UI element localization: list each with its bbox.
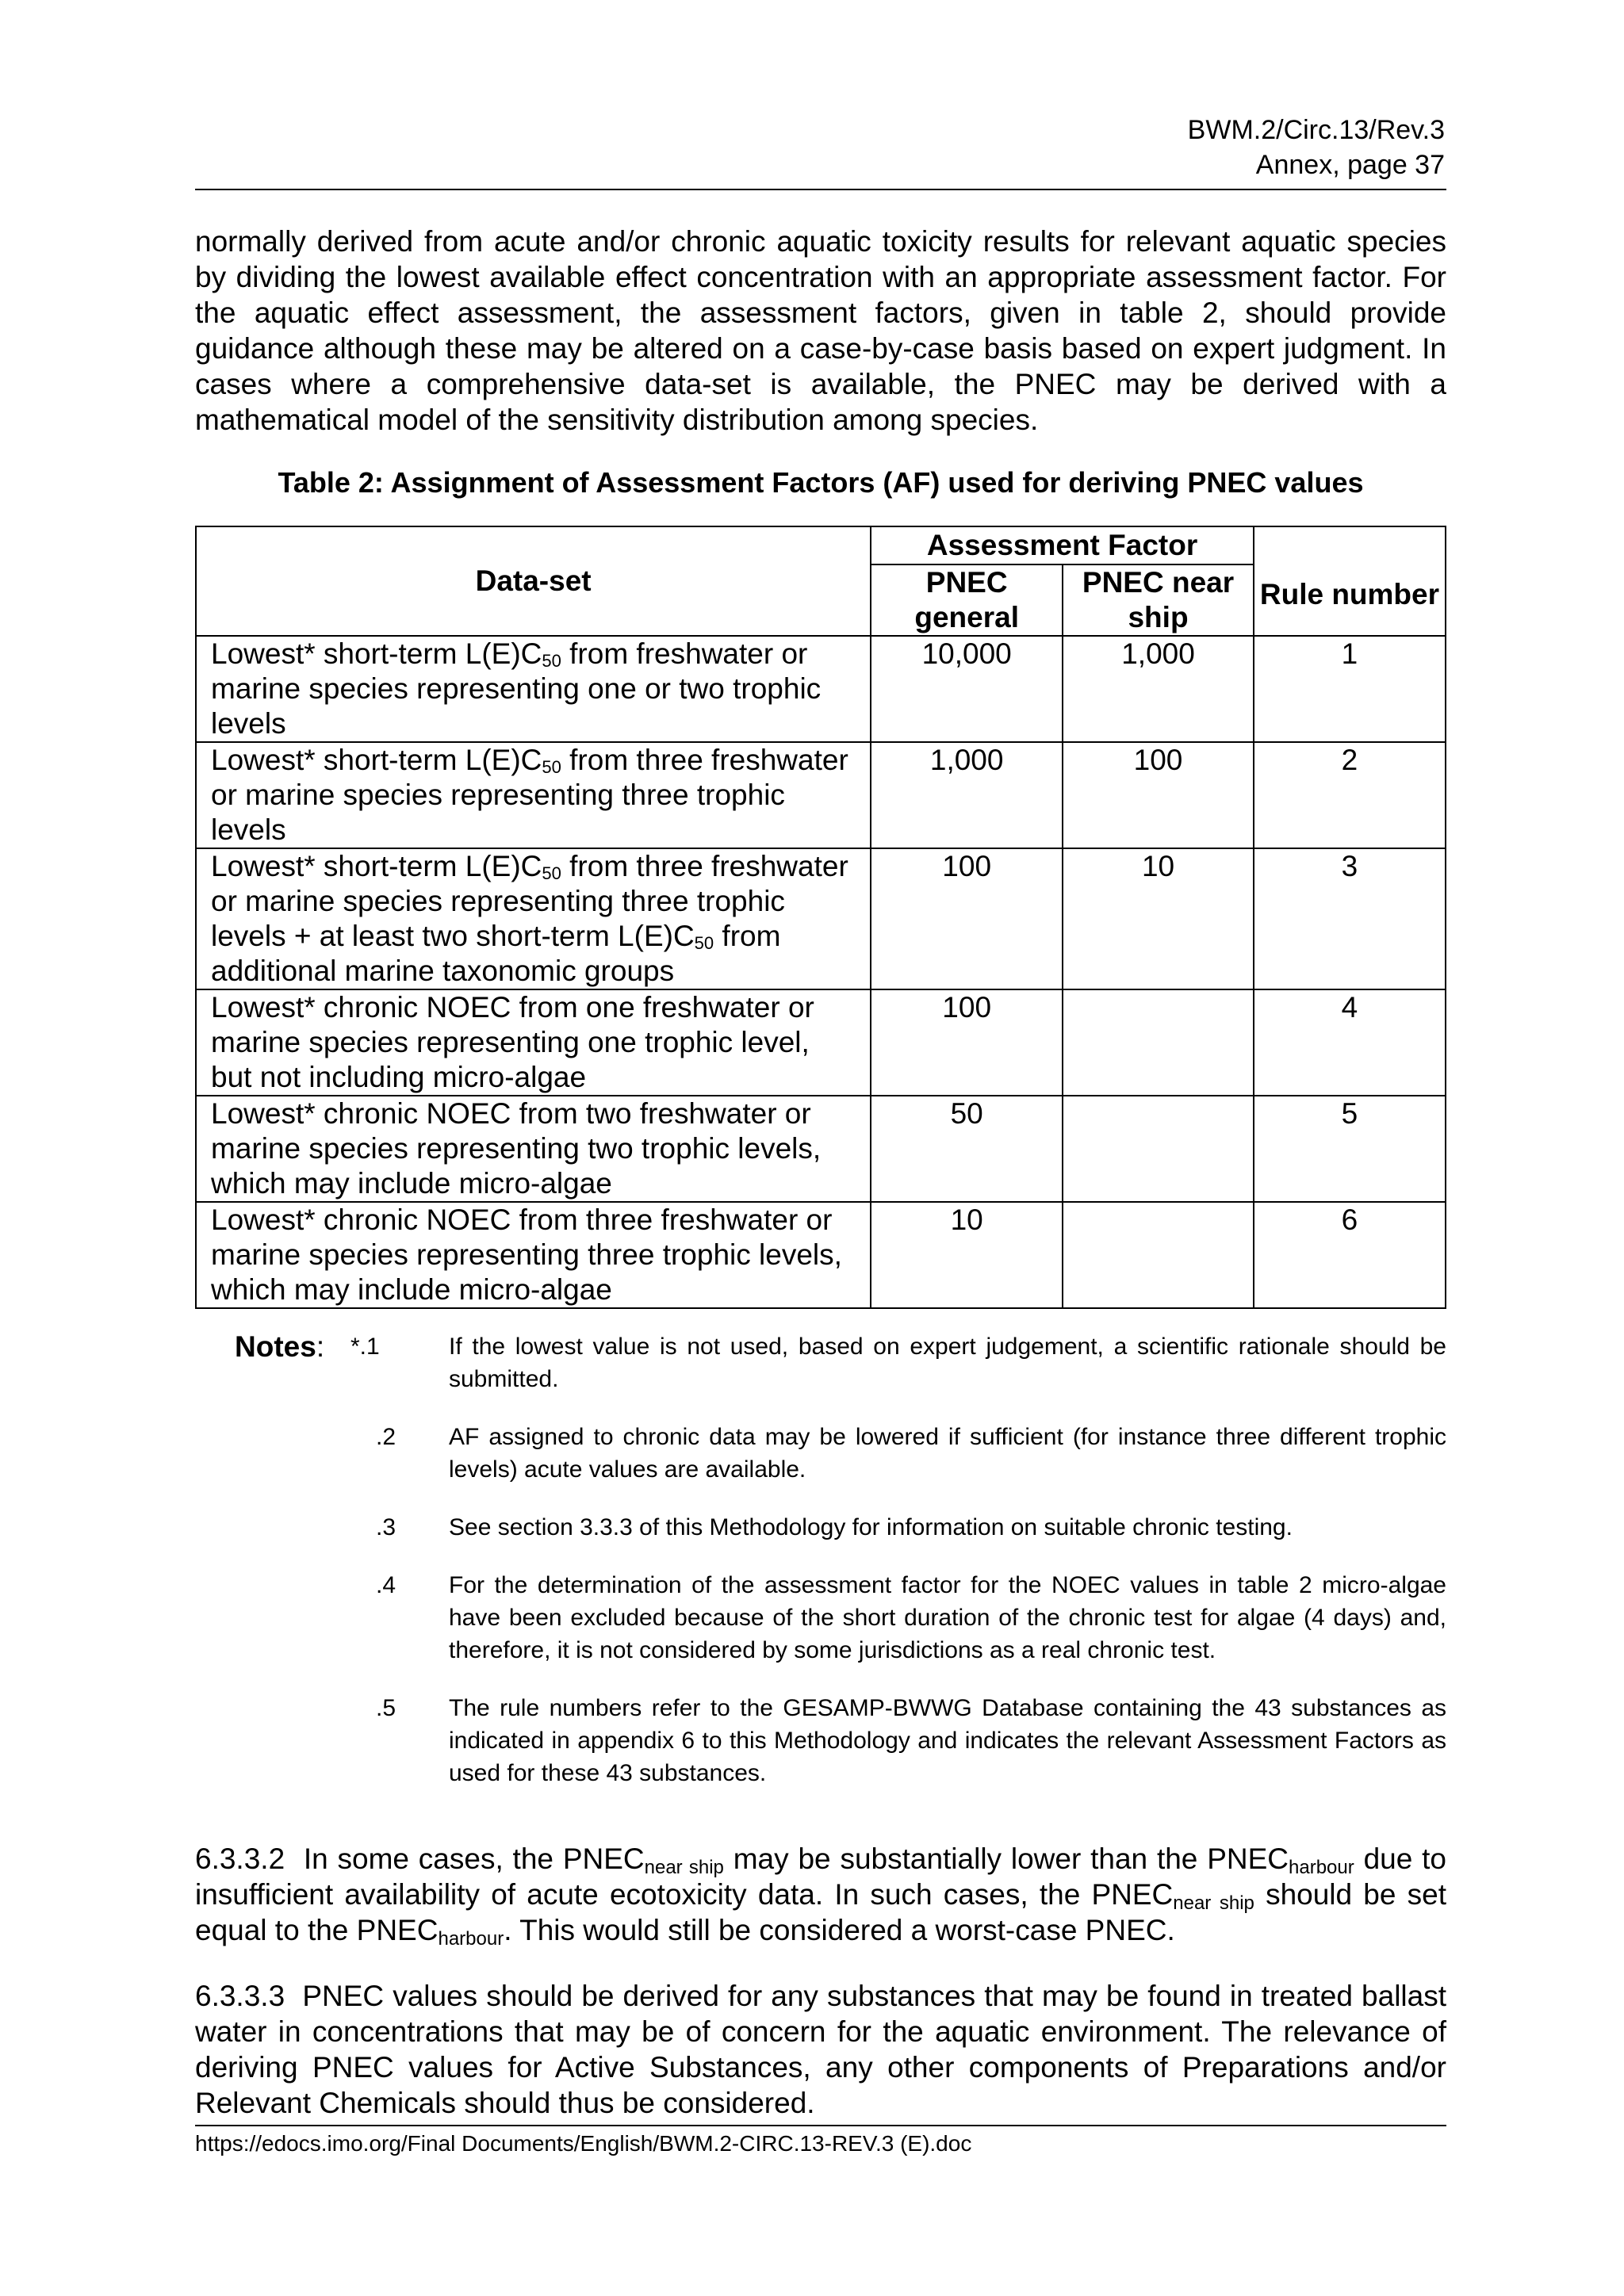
rule-number-cell: 5 — [1254, 1096, 1446, 1202]
header-dataset: Data-set — [196, 526, 871, 636]
table-row — [196, 1096, 1446, 1202]
table-row — [196, 742, 1446, 848]
footer-url: https://edocs.imo.org/Final Documents/English/BWM.2-CIRC.13-REV.3 (E).doc — [195, 2131, 972, 2156]
rule-number-cell: 1 — [1254, 636, 1446, 742]
pnec-near-ship-cell — [1063, 1096, 1254, 1202]
pnec-general-cell: 50 — [871, 1096, 1063, 1202]
note-text: For the determination of the assessment factor for the NOEC values in table 2 micro-algae have been excluded because of the short duration of the chronic test for algae (4 days) and, therefore, it is not considered by some jurisdictions as a real chronic test. — [449, 1572, 1446, 1663]
doc-reference: BWM.2/Circ.13/Rev.3 — [1187, 115, 1445, 145]
paragraph-6-3-3-2: 6.3.3.2 In some cases, the $PNEC_{near ship}$ may be substantially lower than the $PNEC_{harbour}$ due to insufficient availability of acute ecotoxicity data. In such cases, the $PNEC_{near ship}$ should be set equal to the $PNEC_{harbour}$. This would still be considered a worst-case PNEC. — [195, 1843, 1446, 1950]
note-text: If the lowest value is not used, based on expert judgement, a scientific rationale should be submitted. — [449, 1334, 1446, 1392]
note-number: *.1 — [350, 1334, 380, 1360]
note-item — [195, 1511, 1446, 1544]
note-text: The rule numbers refer to the GESAMP-BWWG Database containing the 43 substances as indicated in appendix 6 to this Methodology and indicates the relevant Assessment Factors as used for these 43 substances. — [449, 1695, 1446, 1786]
footer-divider — [195, 2125, 1446, 2126]
dataset-cell: Lowest* short-term $L(E)C_{50}$ from three freshwater or marine species representing three trophic levels + at least two short-term $L(E)C_{50}$ from additional marine taxonomic groups — [196, 848, 871, 989]
pnec-near-ship-cell: 10 — [1063, 848, 1254, 989]
dataset-cell: Lowest* chronic NOEC from one freshwater or marine species representing one trophic level, but not including micro-algae — [196, 989, 871, 1096]
notes-section — [195, 1330, 1446, 1815]
pnec-general-cell: 100 — [871, 989, 1063, 1096]
note-item — [195, 1421, 1446, 1486]
paragraph-number: 6.3.3.2 — [195, 1843, 285, 1875]
pnec-near-ship-cell: 1,000 — [1063, 636, 1254, 742]
page-number: Annex, page 37 — [1255, 150, 1445, 180]
pnec-near-ship-cell — [1063, 1202, 1254, 1308]
table-row — [196, 848, 1446, 989]
paragraph-6-3-3-3: 6.3.3.3 PNEC values should be derived for any substances that may be found in treated ballast water in concentrations that may be of concern for the aquatic environment. The relevance of deriving PNEC values for Active Substances, any other components of Preparations and/or Relevant Chemicals should thus be considered. — [195, 1980, 1446, 2119]
header-divider — [195, 189, 1446, 190]
rule-number-cell: 2 — [1254, 742, 1446, 848]
pnec-general-cell: 10,000 — [871, 636, 1063, 742]
dataset-cell: Lowest* short-term $L(E)C_{50}$ from three freshwater or marine species representing three trophic levels — [196, 742, 871, 848]
note-text: AF assigned to chronic data may be lowered if sufficient (for instance three different trophic levels) acute values are available. — [449, 1424, 1446, 1483]
note-item — [195, 1330, 1446, 1395]
paragraph-number: 6.3.3.3 — [195, 1980, 285, 2012]
note-number: .3 — [376, 1514, 396, 1540]
note-item — [195, 1569, 1446, 1667]
dataset-cell: Lowest* chronic NOEC from three freshwater or marine species representing three trophic levels, which may include micro-algae — [196, 1202, 871, 1308]
note-item — [195, 1692, 1446, 1789]
header-rule-number: Rule number — [1254, 526, 1446, 636]
pnec-general-cell: 100 — [871, 848, 1063, 989]
table-row — [196, 1202, 1446, 1308]
assessment-factor-table — [195, 526, 1446, 1309]
pnec-general-cell: 10 — [871, 1202, 1063, 1308]
rule-number-cell: 6 — [1254, 1202, 1446, 1308]
note-number: .5 — [376, 1695, 396, 1721]
notes-label: Notes: — [235, 1330, 325, 1363]
page-header — [1188, 113, 1445, 182]
header-assessment-factor: Assessment Factor — [871, 526, 1254, 564]
rule-number-cell: 4 — [1254, 989, 1446, 1096]
rule-number-cell: 3 — [1254, 848, 1446, 989]
header-pnec-near-ship: PNEC near ship — [1063, 564, 1254, 636]
intro-paragraph: normally derived from acute and/or chronic aquatic toxicity results for relevant aquatic species by dividing the lowest available effect concentration with an appropriate assessment factor. For the aquatic effect assessment, the assessment factors, given in table 2, should provide guidance although these may be altered on a case-by-case basis based on expert judgment. In cases where a comprehensive data-set is available, the PNEC may be derived with a mathematical model of the sensitivity distribution among species. — [195, 225, 1446, 436]
dataset-cell: Lowest* chronic NOEC from two freshwater or marine species representing two trophic levels, which may include micro-algae — [196, 1096, 871, 1202]
dataset-cell: Lowest* short-term $L(E)C_{50}$ from freshwater or marine species representing one or two trophic levels — [196, 636, 871, 742]
note-text: See section 3.3.3 of this Methodology for information on suitable chronic testing. — [449, 1514, 1293, 1540]
pnec-near-ship-cell — [1063, 989, 1254, 1096]
note-number: .2 — [376, 1424, 396, 1450]
table-row — [196, 636, 1446, 742]
table-title: Table 2: Assignment of Assessment Factors (AF) used for deriving PNEC values — [278, 466, 1364, 499]
pnec-general-cell: 1,000 — [871, 742, 1063, 848]
pnec-near-ship-cell: 100 — [1063, 742, 1254, 848]
note-number: .4 — [376, 1572, 396, 1598]
table-row — [196, 989, 1446, 1096]
header-pnec-general: PNEC general — [871, 564, 1063, 636]
